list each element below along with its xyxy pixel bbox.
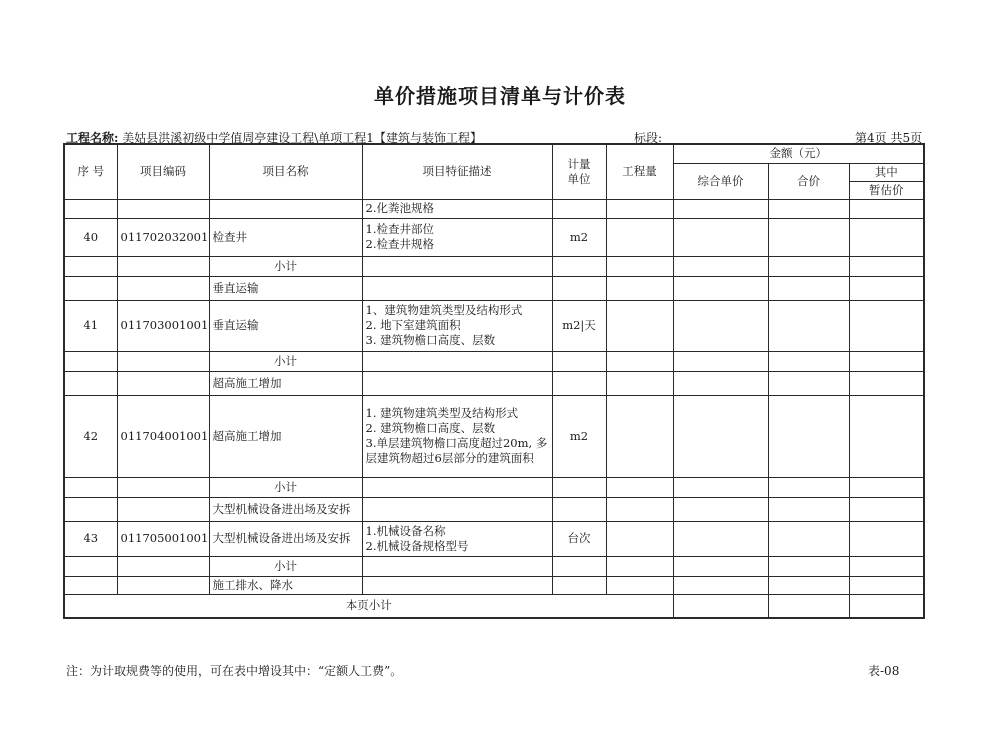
cell-empty — [673, 276, 768, 300]
subtotal-label: 小计 — [209, 256, 362, 276]
cell-empty — [768, 395, 849, 477]
row-name — [209, 199, 362, 218]
cell-empty — [552, 477, 606, 497]
cell-empty — [768, 371, 849, 395]
cell-empty — [606, 351, 673, 371]
header-total: 合价 — [768, 163, 849, 199]
subtotal-row — [64, 351, 924, 371]
header-of-which: 其中 — [849, 163, 924, 181]
cell-empty — [673, 256, 768, 276]
form-number: 表-08 — [868, 664, 900, 678]
desc-line: 2.检查井规格 — [365, 237, 434, 251]
row-desc — [362, 218, 552, 256]
desc-line: 2.机械设备规格型号 — [365, 538, 469, 553]
desc-line: 1.检查井部位 — [365, 222, 434, 236]
cell-empty — [117, 576, 209, 594]
cell-empty — [117, 276, 209, 300]
cell-empty — [606, 276, 673, 300]
cell-empty — [606, 477, 673, 497]
row-desc — [362, 521, 552, 556]
cell-empty — [606, 256, 673, 276]
cell-empty — [768, 276, 849, 300]
desc-line: 2. 地下室建筑面积 — [365, 318, 461, 332]
cell-empty — [117, 371, 209, 395]
cell-empty — [849, 395, 924, 477]
cell-empty — [606, 576, 673, 594]
row-unit: m2 — [552, 395, 606, 477]
row-desc — [362, 300, 552, 351]
cell-empty — [117, 497, 209, 521]
subtotal-row — [64, 477, 924, 497]
header-amount: 金额（元） — [673, 144, 924, 163]
page-info: 第4页 共5页 — [855, 131, 923, 145]
cell-empty — [673, 395, 768, 477]
page-title: 单价措施项目清单与计价表 — [374, 84, 626, 108]
group-name: 大型机械设备进出场及安拆 — [209, 497, 362, 521]
cell-empty — [849, 477, 924, 497]
cell-empty — [673, 497, 768, 521]
cell-empty — [362, 351, 552, 371]
header-unit-price: 综合单价 — [673, 163, 768, 199]
cell-empty — [849, 276, 924, 300]
group-name: 施工排水、降水 — [209, 576, 362, 594]
cell-empty — [606, 497, 673, 521]
header-unit: 计量 单位 — [552, 144, 606, 199]
footnote: 注：为计取规费等的使用，可在表中增设其中：“定额人工费”。 — [66, 664, 403, 678]
cell-empty — [673, 371, 768, 395]
row-unit: m2|天 — [552, 300, 606, 351]
cell-empty — [606, 371, 673, 395]
cell-empty — [362, 477, 552, 497]
cell-empty — [64, 556, 117, 576]
group-row — [64, 371, 924, 395]
row-seq: 40 — [64, 218, 117, 256]
pricing-table — [63, 143, 925, 619]
header-code: 项目编码 — [117, 144, 209, 199]
group-name: 超高施工增加 — [209, 371, 362, 395]
project-label: 工程名称: — [66, 131, 119, 145]
row-desc — [362, 395, 552, 477]
desc-line: 2.化粪池规格 — [365, 201, 434, 215]
page-subtotal-row — [64, 594, 924, 618]
table-row — [64, 395, 924, 477]
cell-empty — [849, 521, 924, 556]
cell-empty — [362, 371, 552, 395]
row-code — [117, 199, 209, 218]
continuation-row — [64, 199, 924, 218]
group-row — [64, 576, 924, 594]
table-row — [64, 521, 924, 556]
row-code: 011704001001 — [117, 395, 209, 477]
cell-empty — [673, 477, 768, 497]
cell-empty — [849, 351, 924, 371]
cell-empty — [552, 351, 606, 371]
cell-empty — [768, 556, 849, 576]
cell-empty — [362, 556, 552, 576]
cell-empty — [552, 276, 606, 300]
cell-empty — [849, 218, 924, 256]
desc-line: 3.单层建筑物檐口高度超过20m, 多 — [365, 436, 548, 450]
cell-empty — [64, 371, 117, 395]
cell-empty — [673, 300, 768, 351]
subtotal-label: 小计 — [209, 477, 362, 497]
cell-empty — [849, 300, 924, 351]
cell-empty — [673, 351, 768, 371]
row-name: 垂直运输 — [209, 300, 362, 351]
row-code: 011703001001 — [117, 300, 209, 351]
cell-empty — [768, 256, 849, 276]
cell-empty — [849, 576, 924, 594]
row-unit: 台次 — [552, 521, 606, 556]
cell-empty — [768, 576, 849, 594]
cell-empty — [64, 497, 117, 521]
cell-empty — [673, 199, 768, 218]
cell-empty — [117, 256, 209, 276]
row-unit: m2 — [552, 218, 606, 256]
cell-empty — [673, 594, 768, 618]
row-name: 超高施工增加 — [209, 395, 362, 477]
group-name: 垂直运输 — [209, 276, 362, 300]
section-label: 标段: — [634, 131, 663, 145]
table-body — [64, 199, 924, 594]
cell-empty — [768, 199, 849, 218]
cell-empty — [64, 256, 117, 276]
cell-empty — [849, 497, 924, 521]
cell-empty — [768, 477, 849, 497]
cell-empty — [849, 556, 924, 576]
table-row — [64, 300, 924, 351]
header-provisional: 暂估价 — [849, 181, 924, 199]
cell-empty — [362, 576, 552, 594]
cell-empty — [849, 256, 924, 276]
row-name: 大型机械设备进出场及安拆 — [209, 521, 362, 556]
cell-empty — [606, 556, 673, 576]
row-seq — [64, 199, 117, 218]
cell-empty — [673, 556, 768, 576]
cell-empty — [849, 594, 924, 618]
page-subtotal-label: 本页小计 — [64, 594, 673, 618]
row-seq: 42 — [64, 395, 117, 477]
row-seq: 41 — [64, 300, 117, 351]
desc-line: 3. 建筑物檐口高度、层数 — [365, 333, 496, 347]
header-desc: 项目特征描述 — [362, 144, 552, 199]
cell-empty — [768, 300, 849, 351]
cell-empty — [606, 300, 673, 351]
header-qty: 工程量 — [606, 144, 673, 199]
project-value: 美姑县洪溪初级中学值周亭建设工程\单项工程1【建筑与装饰工程】 — [122, 131, 482, 145]
cell-empty — [64, 576, 117, 594]
cell-empty — [673, 521, 768, 556]
cell-empty — [64, 276, 117, 300]
cell-empty — [849, 199, 924, 218]
cell-empty — [117, 477, 209, 497]
cell-empty — [768, 521, 849, 556]
subtotal-label: 小计 — [209, 351, 362, 371]
row-code: 011702032001 — [117, 218, 209, 256]
group-row — [64, 497, 924, 521]
header-seq: 序 号 — [64, 144, 117, 199]
cell-empty — [552, 556, 606, 576]
table-row — [64, 218, 924, 256]
row-code: 011705001001 — [117, 521, 209, 556]
cell-empty — [64, 351, 117, 371]
cell-empty — [606, 218, 673, 256]
cell-empty — [552, 497, 606, 521]
cell-empty — [606, 395, 673, 477]
desc-line: 1、建筑物建筑类型及结构形式 — [365, 303, 523, 317]
cell-empty — [768, 218, 849, 256]
header-name: 项目名称 — [209, 144, 362, 199]
cell-empty — [362, 276, 552, 300]
desc-line: 1.机械设备名称 — [365, 523, 446, 538]
cell-empty — [768, 594, 849, 618]
cell-empty — [64, 477, 117, 497]
row-seq: 43 — [64, 521, 117, 556]
cell-empty — [673, 218, 768, 256]
cell-empty — [362, 256, 552, 276]
desc-line: 层建筑物超过6层部分的建筑面积 — [365, 451, 534, 465]
cell-empty — [552, 256, 606, 276]
cell-empty — [849, 371, 924, 395]
group-row — [64, 276, 924, 300]
subtotal-row — [64, 256, 924, 276]
row-unit — [552, 199, 606, 218]
row-desc — [362, 199, 552, 218]
desc-line: 2. 建筑物檐口高度、层数 — [365, 421, 496, 435]
cell-empty — [552, 576, 606, 594]
cell-empty — [606, 199, 673, 218]
cell-empty — [362, 497, 552, 521]
cell-empty — [117, 556, 209, 576]
cell-empty — [673, 576, 768, 594]
subtotal-row — [64, 556, 924, 576]
cell-empty — [117, 351, 209, 371]
cell-empty — [552, 371, 606, 395]
cell-empty — [606, 521, 673, 556]
cell-empty — [768, 351, 849, 371]
cell-empty — [768, 497, 849, 521]
row-name: 检查井 — [209, 218, 362, 256]
desc-line: 1. 建筑物建筑类型及结构形式 — [365, 406, 519, 420]
subtotal-label: 小计 — [209, 556, 362, 576]
